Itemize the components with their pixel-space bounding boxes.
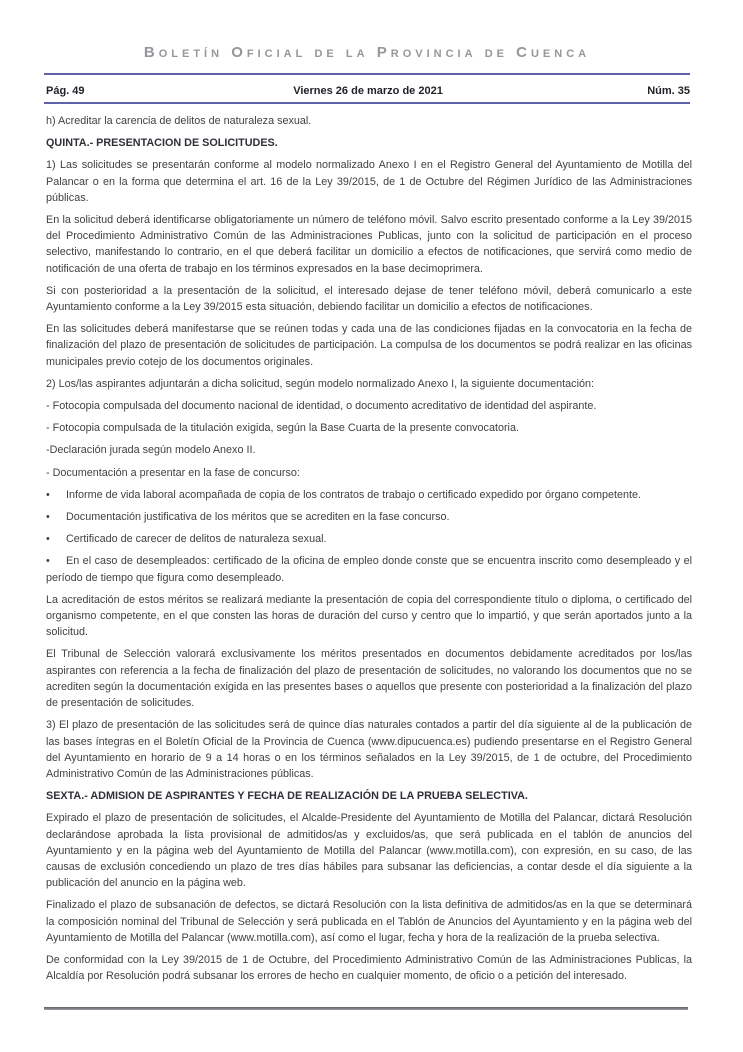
bullet-icon: •	[46, 511, 50, 524]
issue-number-label: Núm. 35	[647, 84, 691, 97]
page-header-row	[46, 80, 690, 101]
paragraph: Expirado el plazo de presentación de solicitudes, el Alcalde-Presidente del Ayuntamiento de Motilla del Palancar, dictará Resolución declarándose aprobada la lista provisional de admitidos/as y excluidos/as, que será publicada en el tablón de anuncios del Ayuntamiento y en la página web del Ayuntamiento de Motilla del Palancar (www.motilla.com), con expresión, en su caso, de las causas de exclusión concediendo un plazo de tres días hábiles para subsanar las deficiencias, a contar desde el día siguiente a la publicación del anuncio en la página web.	[46, 812, 692, 890]
paragraph: h) Acreditar la carencia de delitos de naturaleza sexual.	[46, 115, 312, 127]
section-heading: QUINTA.- PRESENTACION DE SOLICITUDES.	[46, 137, 278, 150]
paragraph: 3) El plazo de presentación de las solicitudes será de quince días naturales contados a partir del día siguiente al de la publicación de las bases íntegras en el Boletín Oficial de la Provincia de Cuenca (www.dipucuenca.es) pudiendo presentarse en el Registro General del Ayuntamiento en horario de 9 a 14 horas o en los términos señalados en la Ley 39/2015, de 1 de octubre, del Procedimiento Administrativo Común de las Administraciones públicas.	[46, 719, 692, 780]
bullet-item: • Informe de vida laboral acompañada de copia de los contratos de trabajo o certificado expedido por órgano competente.	[46, 487, 692, 503]
document-body	[46, 113, 692, 990]
paragraph: - Fotocopia compulsada del documento nacional de identidad, o documento acreditativo de identidad del aspirante.	[46, 400, 597, 413]
paragraph: Finalizado el plazo de subsanación de defectos, se dictará Resolución con la lista definitiva de admitidos/as en la que se determinará la composición nominal del Tribunal de Selección y será publicada en el Tablón de Anuncios del Ayuntamiento y en la página web del Ayuntamiento de Motilla del Palancar (www.motilla.com), así como el lugar, fecha y hora de la realización de la prueba selectiva.	[46, 899, 692, 944]
bullet-icon: •	[46, 533, 50, 546]
issue-date-label: Viernes 26 de marzo de 2021	[293, 84, 443, 97]
bullet-item: • En el caso de desempleados: certificado de la oficina de empleo donde conste que se encuentra inscrito como desempleado y el período de tiempo que figura como desempleado.	[46, 555, 692, 584]
bullet-icon: •	[46, 555, 50, 568]
header-rule-bottom	[44, 102, 690, 104]
paragraph: -Declaración jurada según modelo Anexo II.	[46, 444, 256, 457]
paragraph: - Fotocopia compulsada de la titulación exigida, según la Base Cuarta de la presente convocatoria.	[46, 422, 519, 435]
paragraph: La acreditación de estos méritos se realizará mediante la presentación de copia del correspondiente título o diploma, o certificado del organismo competente, en el que consten las horas de duración del curso y centro que lo impartió, y que serán aportados junto a la solicitud.	[46, 593, 692, 639]
footer-rule	[44, 1007, 688, 1010]
bullet-item: • Certificado de carecer de delitos de naturaleza sexual.	[46, 531, 692, 547]
paragraph: El Tribunal de Selección valorará exclusivamente los méritos presentados en documentos debidamente acreditados por los/las aspirantes con referencia a la fecha de finalización del plazo de presentación de solicitudes, no valorando los documentos que no se acrediten según la documentación exigida en las presentes bases o aquellos que presente con posterioridad a la finalización del plazo de presentación de solicitudes.	[46, 648, 692, 710]
paragraph: Si con posterioridad a la presentación de la solicitud, el interesado dejase de tener teléfono móvil, deberá comunicarlo a este Ayuntamiento conforme a la Ley 39/2015 esta situación, debiendo facilitar un domicilio a efectos de notificaciones.	[46, 284, 692, 314]
bullet-item: • Documentación justificativa de los méritos que se acrediten en la fase concurso.	[46, 509, 692, 525]
header-rule-top	[44, 73, 690, 75]
paragraph: En la solicitud deberá identificarse obligatoriamente un número de teléfono móvil. Salvo escrito presentado conforme a la Ley 39/2015 del Procedimiento Administrativo Común de las Administraciones Publicas, junto con la solicitud de participación en el proceso selectivo, manifestando lo contrario, en el que deberá facilitar un domicilio a efectos de notificaciones, que servirá como medio de notificación de una oferta de trabajo en los términos expresados en la base decimoprimera.	[46, 214, 692, 275]
paragraph: En las solicitudes deberá manifestarse que se reúnen todas y cada una de las condiciones fijadas en la convocatoria en la fecha de finalización del plazo de presentación de solicitudes de participación. La compulsa de los documentos se podrá realizar en las oficinas municipales previo cotejo de los documentos originales.	[46, 323, 692, 368]
paragraph: De conformidad con la Ley 39/2015 de 1 de Octubre, del Procedimiento Administrativo Común de las Administraciones Publicas, la Alcaldía por Resolución podrá subsanar los errores de hecho en cualquier momento, de oficio o a petición del interesado.	[46, 953, 692, 983]
paragraph: - Documentación a presentar en la fase de concurso:	[46, 466, 300, 479]
bullet-icon: •	[46, 488, 50, 501]
gazette-masthead-title: Boletín Oficial de la Provincia de Cuenca	[143, 44, 591, 61]
section-heading: SEXTA.- ADMISION DE ASPIRANTES Y FECHA DE REALIZACIÓN DE LA PRUEBA SELECTIVA.	[46, 790, 528, 803]
page-number-label: Pág. 49	[46, 84, 85, 97]
paragraph: 2) Los/las aspirantes adjuntarán a dicha solicitud, según modelo normalizado Anexo I, la siguiente documentación:	[46, 377, 594, 390]
paragraph: 1) Las solicitudes se presentarán conforme al modelo normalizado Anexo I en el Registro General del Ayuntamiento de Motilla del Palancar o en la forma que determina el art. 16 de la Ley 39/2015, de 1 de Octubre del Régimen Jurídico de las Administraciones públicas.	[46, 159, 692, 204]
